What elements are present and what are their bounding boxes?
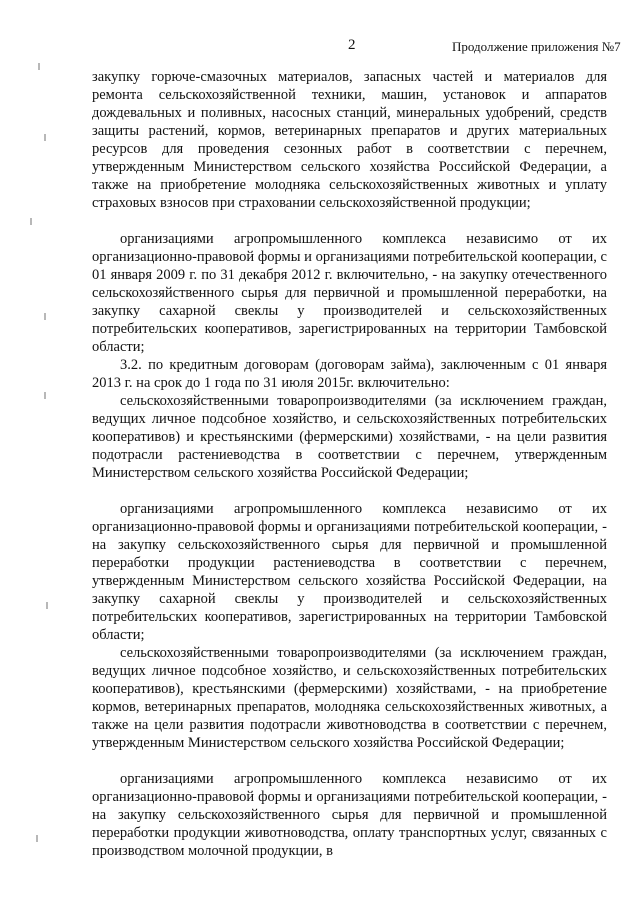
paragraph: закупку горюче-смазочных материалов, запасных частей и материалов для ремонта сельскохозяйственной техники, машин, установок и аппаратов дождевальных и поливных, насосных станций, минеральных удобрений, средств защиты растений, кормов, ветеринарных препаратов и других материальных ресурсов для проведения сезонных работ в соответствии с перечнем, утвержденным Министерством сельского хозяйства Российской Федерации, а также на приобретение молодняка сельскохозяйственных животных и уплату страховых взносов при страховании сельскохозяйственной продукции; xyxy=(92,69,607,211)
page-number: 2 xyxy=(348,37,356,53)
scan-speck xyxy=(36,835,38,842)
scan-speck xyxy=(38,63,40,70)
scan-speck xyxy=(46,602,48,609)
continuation-header: Продолжение приложения №7 xyxy=(452,39,621,54)
paragraph: сельскохозяйственными товаропроизводителями (за исключением граждан, ведущих личное подсобное хозяйство, и сельскохозяйственных потребительских кооперативов) и крестьянскими (фермерскими) хозяйствами, - на цели развития подотрасли растениеводства в соответствии с перечнем, утвержденным Министерством сельского хозяйства Российской Федерации; xyxy=(92,393,607,481)
scan-speck xyxy=(44,392,46,399)
scan-speck xyxy=(30,218,32,225)
document-body xyxy=(92,68,607,878)
paragraph: организациями агропромышленного комплекса независимо от их организационно-правовой формы и организациями потребительской кооперации, с 01 января 2009 г. по 31 декабря 2012 г. включительно, - на закупку отечественного сельскохозяйственного сырья для первичной и промышленной переработки, на закупку сахарной свеклы у производителей и сельскохозяйственных потребительских кооперативов, зарегистрированных на территории Тамбовской области; xyxy=(92,231,607,355)
paragraph: сельскохозяйственными товаропроизводителями (за исключением граждан, ведущих личное подсобное хозяйство, и сельскохозяйственных потребительских кооперативов), крестьянскими (фермерскими) хозяйствами, - на приобретение кормов, ветеринарных препаратов, молодняка сельскохозяйственных животных, а также на цели развития подотрасли животноводства в соответствии с перечнем, утвержденным Министерством сельского хозяйства Российской Федерации; xyxy=(92,645,607,751)
paragraph: 3.2. по кредитным договорам (договорам займа), заключенным с 01 января 2013 г. на срок до 1 года по 31 июля 2015г. включительно: xyxy=(92,357,607,391)
paragraph: организациями агропромышленного комплекса независимо от их организационно-правовой формы и организациями потребительской кооперации, - на закупку сельскохозяйственного сырья для первичной и промышленной переработки продукции растениеводства в соответствии с перечнем, утвержденным Министерством сельского хозяйства Российской Федерации, на закупку сахарной свеклы у производителей и сельскохозяйственных потребительских кооперативов, зарегистрированных на территории Тамбовской области; xyxy=(92,501,607,643)
scan-speck xyxy=(44,134,46,141)
paragraph: организациями агропромышленного комплекса независимо от их организационно-правовой формы и организациями потребительской кооперации, - на закупку сельскохозяйственного сырья для первичной и промышленной переработки продукции животноводства, оплату транспортных услуг, связанных с производством молочной продукции, в xyxy=(92,771,607,859)
scan-speck xyxy=(44,313,46,320)
